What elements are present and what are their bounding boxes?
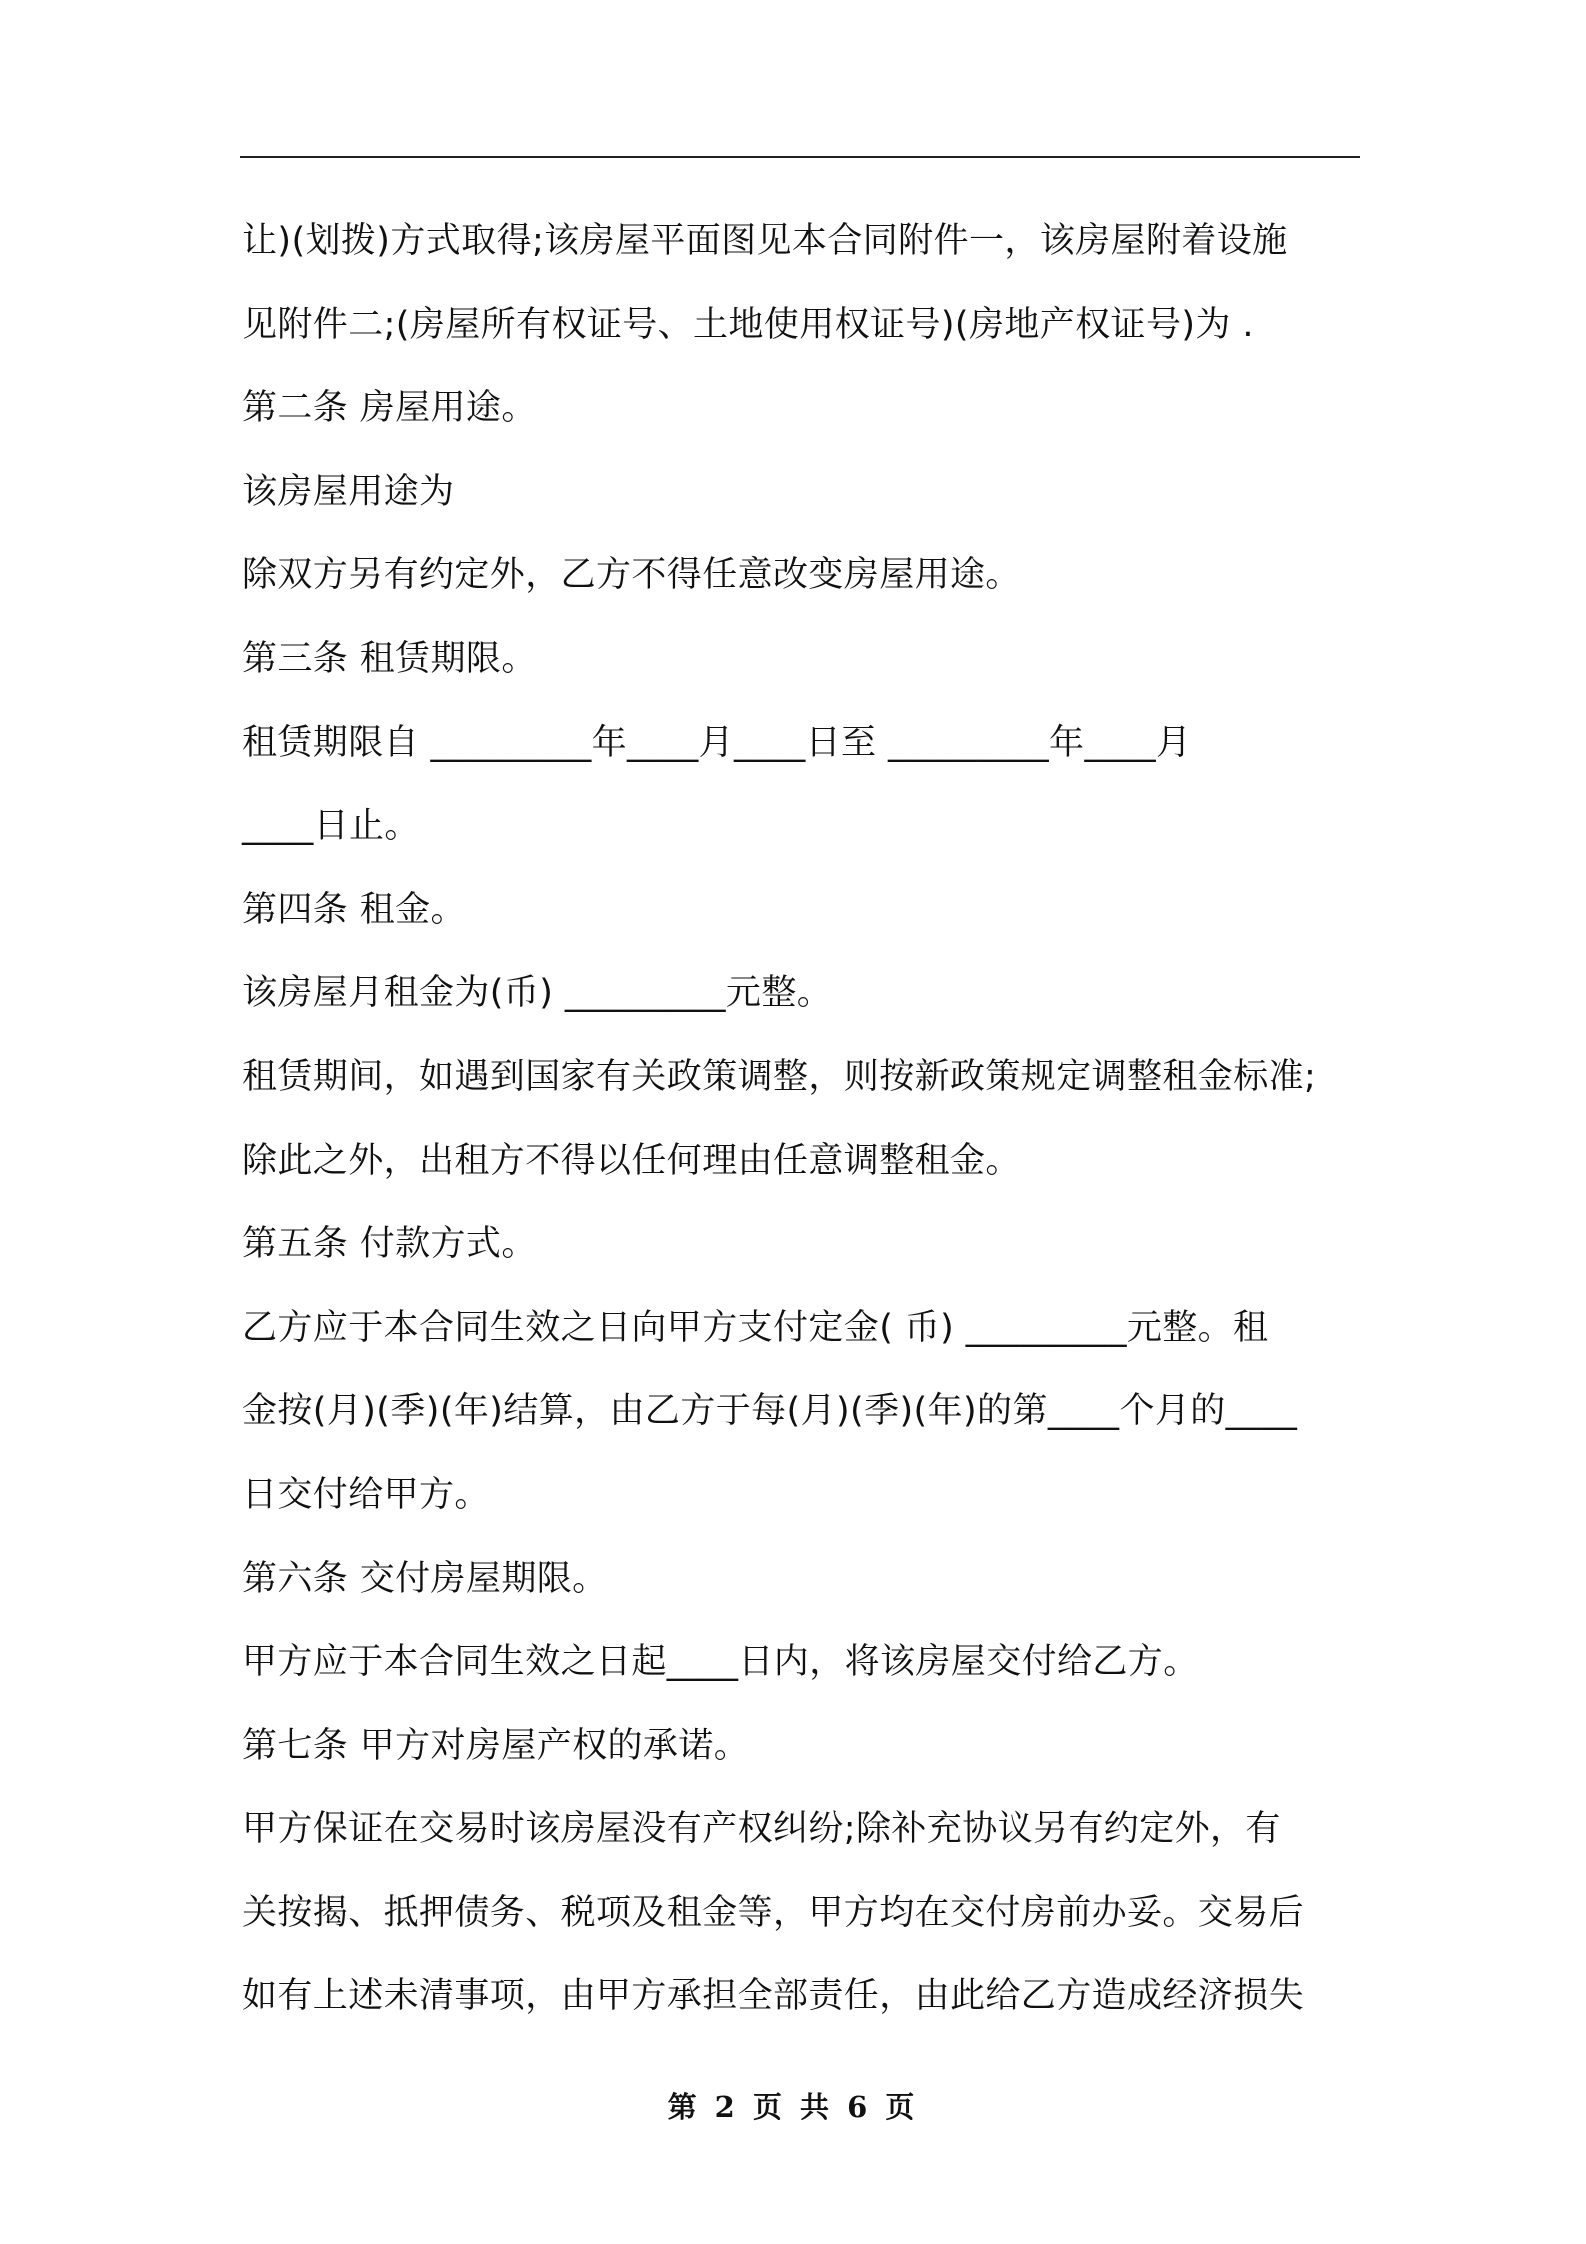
text-line: 租赁期间，如遇到国家有关政策调整，则按新政策规定调整租金标准; [242,1056,1317,1097]
text-line: 如有上述未清事项，由甲方承担全部责任，由此给乙方造成经济损失 [242,1976,1305,2017]
text-line: 甲方保证在交易时该房屋没有产权纠纷;除补充协议另有约定外，有 [242,1809,1281,1850]
article-heading: 第二条 房屋用途。 [242,388,537,429]
text-line: ____日止。 [242,806,420,847]
article-heading: 第四条 租金。 [242,889,466,930]
text-line: 见附件二;(房屋所有权证号、土地使用权证号)(房地产权证号)为 . [242,304,1254,345]
text-line: 关按揭、抵押债务、税项及租金等，甲方均在交付房前办妥。交易后 [242,1892,1305,1933]
article-heading: 第三条 租赁期限。 [242,638,537,679]
page-number-footer: 第 2 页 共 6 页 [667,2090,919,2124]
text-line: 除此之外，出租方不得以任何理由任意调整租金。 [242,1140,1021,1181]
text-line: 除双方另有约定外，乙方不得任意改变房屋用途。 [242,555,1021,596]
text-line: 该房屋月租金为(币) _________元整。 [242,973,833,1014]
text-line: 乙方应于本合同生效之日向甲方支付定金( 币) _________元整。租 [242,1307,1269,1348]
article-heading: 第五条 付款方式。 [242,1224,537,1265]
text-line: 甲方应于本合同生效之日起____日内，将该房屋交付给乙方。 [242,1642,1199,1683]
text-line: 让)(划拨)方式取得;该房屋平面图见本合同附件一，该房屋附着设施 [242,221,1288,261]
document-body [242,200,1362,2039]
header-rule [240,156,1360,158]
text-line: 日交付给甲方。 [242,1474,490,1515]
article-heading: 第七条 甲方对房屋产权的承诺。 [242,1725,750,1766]
text-line: 金按(月)(季)(年)结算，由乙方于每(月)(季)(年)的第____个月的____ [242,1391,1298,1432]
article-heading: 第六条 交付房屋期限。 [242,1558,608,1599]
text-line: 该房屋用途为 [242,471,455,512]
text-line: 租赁期限自 _________年____月____日至 _________年____月 [242,722,1192,763]
